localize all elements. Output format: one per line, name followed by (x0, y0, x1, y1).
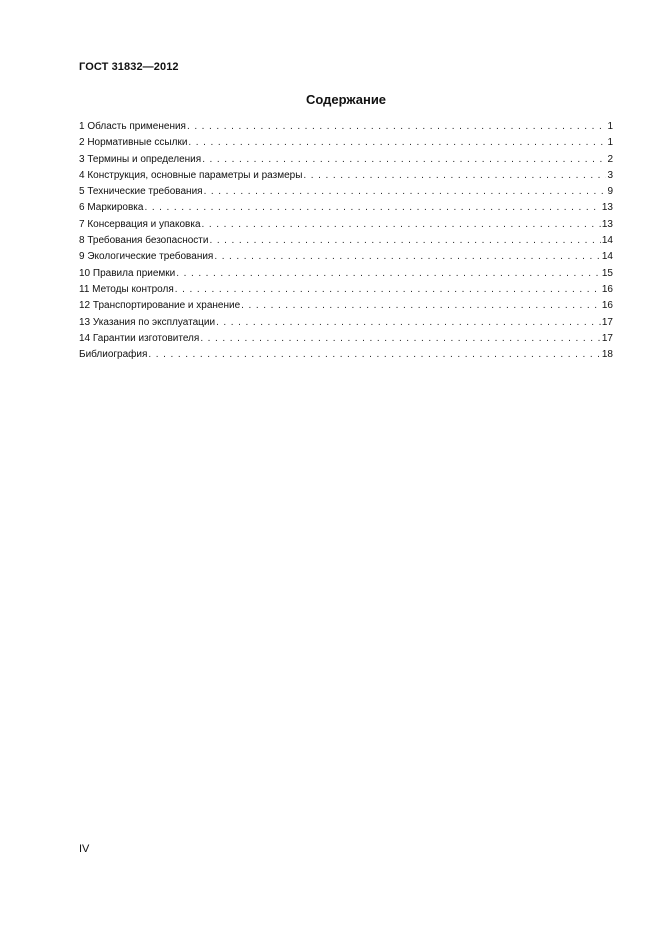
toc-entry-page: 16 (601, 283, 613, 295)
toc-title: Содержание (305, 92, 387, 107)
toc-entry-label: 14 Гарантии изготовителя (79, 332, 200, 344)
toc-leader-dots (188, 135, 606, 151)
toc-entry-page: 13 (601, 218, 613, 230)
toc-entry-page: 15 (601, 267, 613, 279)
toc-entry (79, 168, 613, 184)
toc-entry (79, 331, 613, 347)
toc-leader-dots (202, 217, 601, 233)
toc-entry-page: 17 (601, 332, 613, 344)
toc-entry (79, 135, 613, 151)
toc-entry (79, 233, 613, 249)
toc-entry (79, 347, 613, 363)
toc-entry-page: 14 (601, 251, 613, 263)
toc-entry (79, 152, 613, 168)
toc-leader-dots (176, 266, 601, 282)
toc-entry-page: 9 (607, 186, 613, 198)
toc-entry-page: 1 (607, 121, 613, 132)
toc-entry (79, 217, 613, 233)
toc-leader-dots (209, 233, 600, 249)
toc-entry (79, 119, 613, 135)
toc-entry-label: 13 Указания по эксплуатации (79, 316, 216, 328)
toc-entry-label: 12 Транспортирование и хранение (79, 300, 241, 312)
toc-leader-dots (303, 168, 606, 184)
table-of-contents (79, 119, 613, 363)
toc-entry (79, 249, 613, 265)
toc-entry (79, 315, 613, 331)
toc-entry-page: 16 (601, 300, 613, 312)
toc-leader-dots (187, 119, 606, 135)
toc-entry-page: 1 (607, 137, 613, 149)
toc-leader-dots (202, 152, 606, 168)
toc-entry-label: 3 Термины и определения (79, 153, 202, 165)
toc-entry-label: 4 Конструкция, основные параметры и размеры (79, 169, 303, 181)
toc-entry-label: 2 Нормативные ссылки (79, 137, 188, 149)
toc-entry-page: 3 (607, 169, 613, 181)
toc-entry-page: 13 (601, 202, 613, 214)
toc-leader-dots (216, 315, 601, 331)
toc-leader-dots (200, 331, 601, 347)
toc-entry-label: 10 Правила приемки (79, 267, 176, 279)
toc-entry-page: 18 (601, 349, 613, 361)
standard-header: ГОСТ 31832—2012 (79, 61, 179, 73)
toc-entry (79, 200, 613, 216)
toc-entry-label: Библиография (79, 349, 148, 361)
toc-entry-label: 8 Требования безопасности (79, 235, 209, 247)
toc-entry (79, 184, 613, 200)
toc-entry-label: 11 Методы контроля (79, 283, 174, 295)
toc-entry-label: 6 Маркировка (79, 202, 144, 214)
toc-entry (79, 282, 613, 298)
toc-entry-label: 7 Консервация и упаковка (79, 218, 201, 230)
toc-entry (79, 266, 613, 282)
toc-entry-label: 1 Область применения (79, 121, 186, 132)
toc-entry-page: 2 (607, 153, 613, 165)
toc-leader-dots (214, 249, 601, 265)
toc-leader-dots (204, 184, 607, 200)
toc-entry-page: 17 (601, 316, 613, 328)
toc-leader-dots (148, 347, 600, 363)
page-number: IV (79, 843, 90, 855)
toc-entry-label: 9 Экологические требования (79, 251, 214, 263)
toc-leader-dots (175, 282, 601, 298)
toc-entry (79, 298, 613, 314)
toc-leader-dots (144, 200, 600, 216)
toc-leader-dots (241, 298, 601, 314)
toc-entry-label: 5 Технические требования (79, 186, 203, 198)
toc-entry-page: 14 (601, 235, 613, 247)
